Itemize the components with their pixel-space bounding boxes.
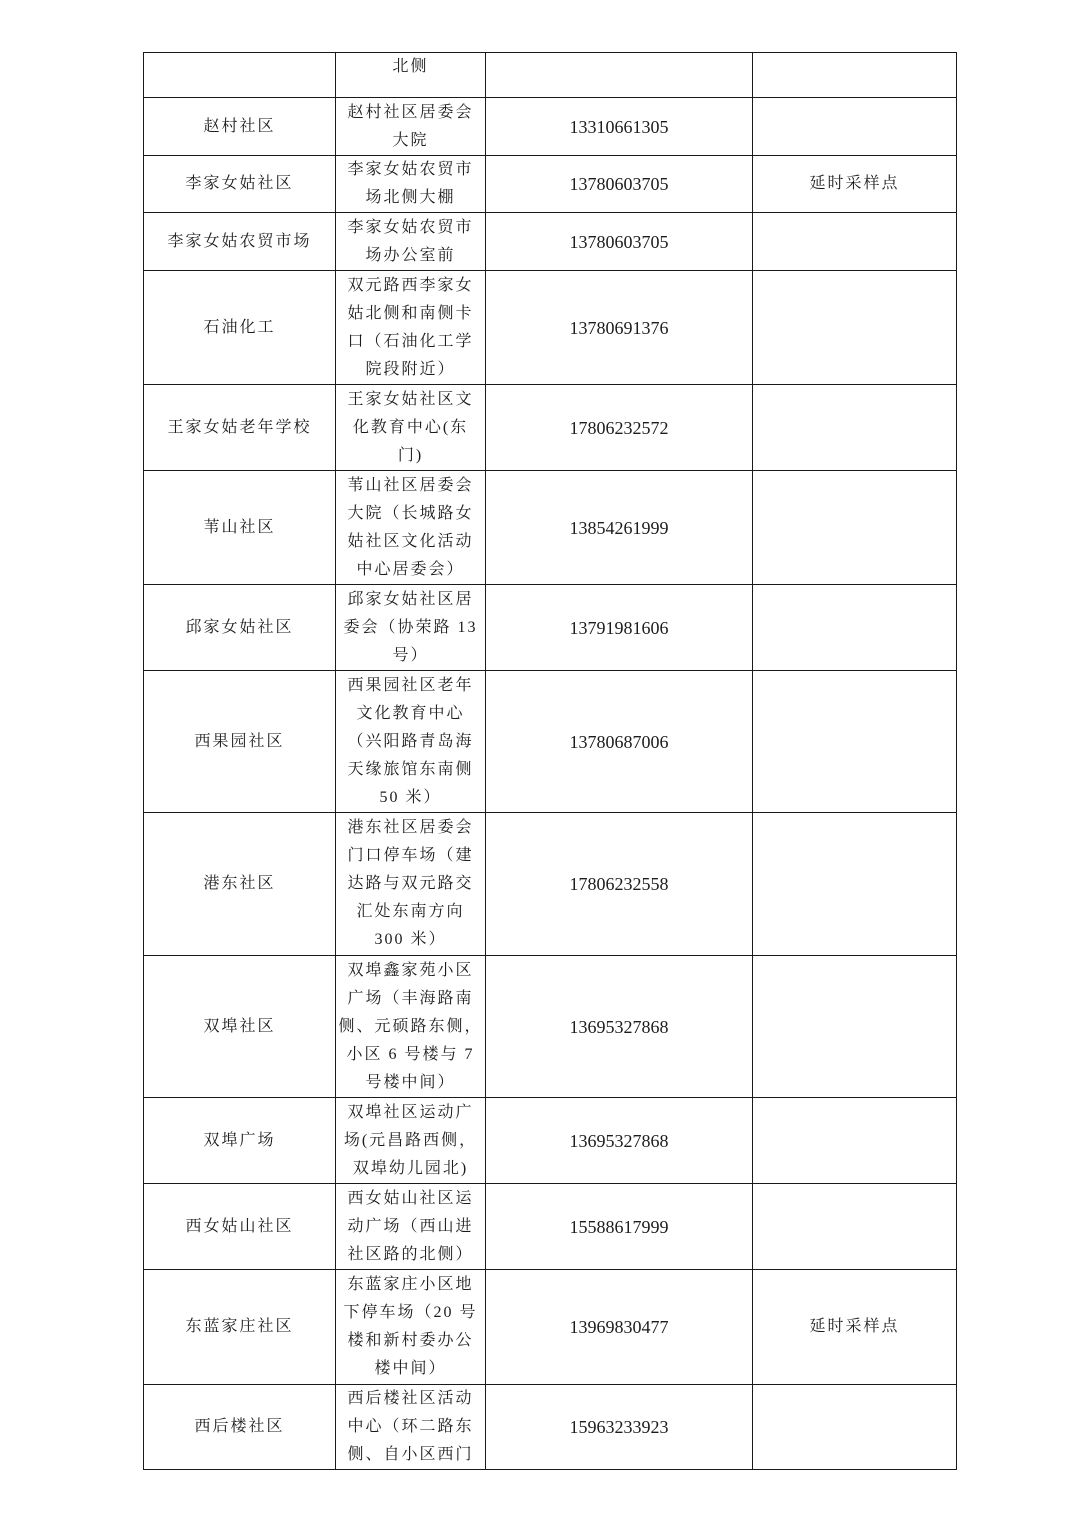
cell-location: 西女姑山社区运 动广场（西山进 社区路的北侧） xyxy=(336,1184,486,1270)
cell-location: 李家女姑农贸市 场北侧大棚 xyxy=(336,156,486,213)
cell-area: 苇山社区 xyxy=(144,471,336,585)
cell-note xyxy=(753,1098,957,1184)
cell-phone: 13854261999 xyxy=(486,471,753,585)
table-row xyxy=(144,156,957,213)
cell-area: 双埠广场 xyxy=(144,1098,336,1184)
cell-phone: 17806232572 xyxy=(486,385,753,471)
cell-note xyxy=(753,98,957,156)
cell-location: 双埠社区运动广 场(元昌路西侧， 双埠幼儿园北) xyxy=(336,1098,486,1184)
cell-phone: 13780603705 xyxy=(486,213,753,271)
cell-note xyxy=(753,671,957,813)
cell-note: 延时采样点 xyxy=(753,1270,957,1385)
table-row xyxy=(144,213,957,271)
cell-phone: 17806232558 xyxy=(486,813,753,956)
cell-phone: 13695327868 xyxy=(486,956,753,1098)
cell-phone: 13780687006 xyxy=(486,671,753,813)
cell-location: 双元路西李家女 姑北侧和南侧卡 口（石油化工学 院段附近） xyxy=(336,271,486,385)
cell-area: 西女姑山社区 xyxy=(144,1184,336,1270)
cell-note xyxy=(753,585,957,671)
cell-area: 石油化工 xyxy=(144,271,336,385)
table-row xyxy=(144,98,957,156)
table-row xyxy=(144,1270,957,1385)
cell-area: 李家女姑社区 xyxy=(144,156,336,213)
table-row xyxy=(144,53,957,98)
cell-phone: 13310661305 xyxy=(486,98,753,156)
cell-location: 邱家女姑社区居 委会（协荣路 13 号） xyxy=(336,585,486,671)
cell-location: 赵村社区居委会 大院 xyxy=(336,98,486,156)
cell-phone: 15963233923 xyxy=(486,1385,753,1470)
cell-note xyxy=(753,271,957,385)
cell-phone: 13780691376 xyxy=(486,271,753,385)
cell-location: 李家女姑农贸市 场办公室前 xyxy=(336,213,486,271)
cell-area: 西后楼社区 xyxy=(144,1385,336,1470)
cell-phone: 13695327868 xyxy=(486,1098,753,1184)
cell-note xyxy=(753,471,957,585)
cell-phone xyxy=(486,53,753,98)
cell-phone: 13969830477 xyxy=(486,1270,753,1385)
cell-area: 邱家女姑社区 xyxy=(144,585,336,671)
table-row xyxy=(144,1385,957,1470)
table-row xyxy=(144,471,957,585)
cell-phone: 13780603705 xyxy=(486,156,753,213)
cell-area: 东蓝家庄社区 xyxy=(144,1270,336,1385)
cell-area: 西果园社区 xyxy=(144,671,336,813)
cell-note xyxy=(753,1184,957,1270)
cell-area: 双埠社区 xyxy=(144,956,336,1098)
table-row xyxy=(144,585,957,671)
cell-location: 港东社区居委会 门口停车场（建 达路与双元路交 汇处东南方向 300 米） xyxy=(336,813,486,956)
cell-phone: 13791981606 xyxy=(486,585,753,671)
cell-note xyxy=(753,956,957,1098)
cell-phone: 15588617999 xyxy=(486,1184,753,1270)
cell-location: 苇山社区居委会 大院（长城路女 姑社区文化活动 中心居委会） xyxy=(336,471,486,585)
cell-note xyxy=(753,213,957,271)
table-row xyxy=(144,813,957,956)
table-row xyxy=(144,1184,957,1270)
sampling-sites-table xyxy=(143,52,957,1470)
cell-area: 李家女姑农贸市场 xyxy=(144,213,336,271)
cell-area: 赵村社区 xyxy=(144,98,336,156)
table-row xyxy=(144,385,957,471)
cell-location: 西果园社区老年 文化教育中心 （兴阳路青岛海 天缘旅馆东南侧 50 米） xyxy=(336,671,486,813)
cell-location: 王家女姑社区文 化教育中心(东 门) xyxy=(336,385,486,471)
cell-area: 港东社区 xyxy=(144,813,336,956)
cell-location: 西后楼社区活动 中心（环二路东 侧、自小区西门 xyxy=(336,1385,486,1470)
cell-location: 北侧 xyxy=(336,53,486,98)
cell-location: 双埠鑫家苑小区 广场（丰海路南 侧、元硕路东侧， 小区 6 号楼与 7 号楼中间） xyxy=(336,956,486,1098)
table-row xyxy=(144,271,957,385)
table-row xyxy=(144,1098,957,1184)
cell-note xyxy=(753,1385,957,1470)
cell-note xyxy=(753,385,957,471)
cell-area: 王家女姑老年学校 xyxy=(144,385,336,471)
cell-note xyxy=(753,813,957,956)
cell-area xyxy=(144,53,336,98)
cell-note xyxy=(753,53,957,98)
table-row xyxy=(144,671,957,813)
cell-location: 东蓝家庄小区地 下停车场（20 号 楼和新村委办公 楼中间） xyxy=(336,1270,486,1385)
table-row xyxy=(144,956,957,1098)
cell-note: 延时采样点 xyxy=(753,156,957,213)
